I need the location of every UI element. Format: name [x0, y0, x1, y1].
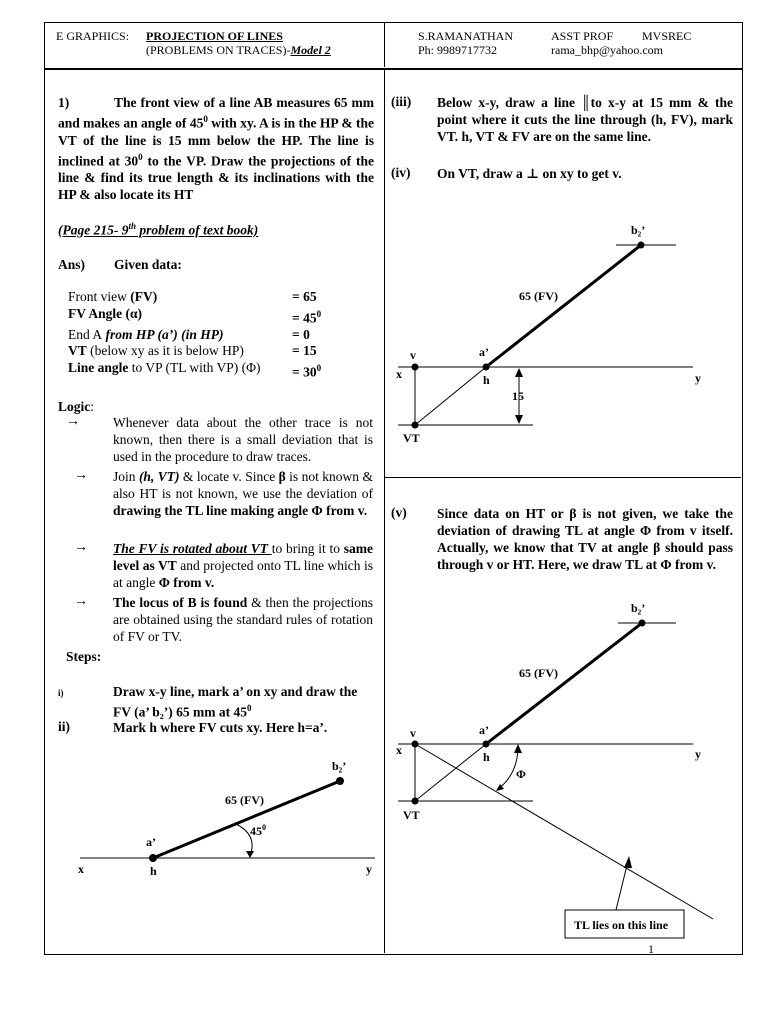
step-i-text: [113, 683, 375, 721]
header-subtitle-model: Model 2: [290, 43, 331, 57]
h-point: [483, 364, 490, 371]
note-pointer-arrowhead: [624, 856, 632, 868]
logic-item-3: The FV is rotated about VT to bring it to same level as VT and projected onto TL line which is at angle Φ from v.: [113, 541, 374, 590]
vt-point: [412, 422, 419, 429]
logic-heading-text: Logic: [58, 399, 91, 414]
gd-label-b: (FV): [130, 289, 158, 304]
reference-a: (Page 215- 9: [58, 222, 129, 238]
step-i-tag: i): [58, 688, 64, 698]
label-b2-prime: b₂’: [631, 601, 646, 615]
reference-sup: th: [128, 221, 136, 231]
gd-value: = 30: [292, 364, 317, 379]
dim-arrow-up: [515, 368, 523, 377]
logic-arrow-icon: →: [74, 540, 88, 555]
v-point: [412, 364, 419, 371]
gd-value: = 15: [292, 343, 317, 358]
label-fv: 65 (FV): [519, 666, 558, 680]
label-fv: 65 (FV): [225, 793, 264, 807]
header-subtitle: [146, 43, 331, 57]
step-ii-tag: ii): [58, 719, 70, 734]
problem-text-3: to the VP. Draw the projections of the line & find its true length & its inclinations with the HP & also locate its HT: [58, 153, 374, 202]
answer-label: Ans): [58, 257, 86, 272]
logic-item-2: Join (h, VT) & locate v. Since β is not known & also HT is not known, we use the deviation of drawing the TL line making angle Φ from v.: [113, 469, 373, 518]
b2-point: [638, 242, 645, 249]
logic-arrow-icon: →: [66, 414, 80, 429]
label-vt: VT: [403, 808, 420, 822]
logic-item-1: Whenever data about the other trace is not known, then there is a small deviation that is used in the procedure to draw traces.: [113, 415, 373, 464]
label-v: v: [410, 726, 416, 740]
fv-diagram: [70, 755, 380, 885]
vt-diagram: [388, 220, 738, 445]
step-i-body: Draw x-y line, mark a’ on xy and draw the FV (a’ b₂’) 65 mm at 45: [113, 684, 358, 720]
b2-point: [639, 620, 646, 627]
problem-sup-2: 0: [138, 151, 143, 162]
step-iv-text: On VT, draw a ⊥ on xy to get v.: [437, 166, 622, 181]
problem-reference: [58, 218, 258, 239]
logic-arrow-icon: →: [74, 468, 88, 483]
problem-text-2: with xy. A is in the HP & the VT of the line is 15 mm below the HP. The line is inclined at 30: [58, 115, 374, 168]
vt-point: [412, 798, 419, 805]
steps-heading: Steps:: [66, 649, 102, 664]
note-text: TL lies on this line: [574, 918, 669, 932]
given-row-phi: [68, 360, 321, 381]
right-horizontal-divider: [384, 477, 741, 478]
step-i-sup: 0: [247, 703, 252, 713]
label-y: y: [695, 371, 701, 385]
label-a-prime: a’: [479, 345, 489, 359]
gd-label: End A: [68, 326, 103, 342]
gd-label: Front view: [68, 289, 131, 304]
h-vt-line: [415, 367, 486, 425]
gd-label: VT: [68, 343, 87, 358]
header-subtitle-main: (PROBLEMS ON TRACES)-: [146, 43, 291, 57]
body-vertical-divider: [384, 69, 385, 953]
label-fv: 65 (FV): [519, 289, 558, 303]
header-institute: MVSREC: [642, 29, 692, 43]
step-iv-tag: (iv): [391, 165, 411, 180]
step-v-text: Since data on HT or β is not given, we take the deviation of drawing TL at angle Φ from v itself. Actually, we know that TV at angle β should pass through v or HT. Here, we draw TL at Φ from v.: [437, 506, 733, 572]
v-point: [412, 741, 419, 748]
note-pointer: [616, 861, 628, 910]
label-vt: VT: [403, 431, 420, 445]
dim-arrow-down: [515, 415, 523, 424]
logic-arrow-icon: →: [74, 594, 88, 609]
gd-sup: 0: [316, 308, 322, 319]
header-email: rama_bhp@yahoo.com: [551, 43, 664, 57]
phi-arrow-up: [514, 744, 522, 753]
given-row-a: [68, 327, 321, 344]
step-iii-text: Below x-y, draw a line ║to x-y at 15 mm & the point where it cuts the line through (h, FV), mark VT. h, VT & FV are on the same line.: [437, 95, 733, 144]
gd-value: = 0: [292, 326, 310, 342]
label-h: h: [483, 750, 490, 764]
header-subject: E GRAPHICS:: [56, 29, 130, 43]
given-row-vt: [68, 343, 321, 360]
a-point: [149, 854, 157, 862]
given-row-angle: [68, 306, 321, 327]
label-h: h: [483, 373, 490, 387]
answer-heading: Given data:: [114, 257, 182, 272]
angle-value: 45: [250, 824, 262, 838]
header-title: PROJECTION OF LINES: [146, 29, 283, 43]
label-a-prime: a’: [146, 835, 156, 849]
gd-label-b: to VP (TL with VP) (Φ): [128, 359, 261, 375]
header-author: S.RAMANATHAN: [418, 29, 514, 43]
page-number: 1: [648, 942, 654, 956]
label-v: v: [410, 348, 416, 362]
logic-colon: :: [90, 399, 95, 414]
header-designation: ASST PROF: [551, 29, 614, 43]
given-row-fv: [68, 289, 321, 306]
label-x: x: [396, 367, 402, 381]
label-b2-prime: b₂’: [631, 223, 646, 237]
header-phone: Ph: 9989717732: [418, 43, 498, 57]
logic-item-4: The locus of B is found & then the projections are obtained using the standard rules of rotation of FV or TV.: [113, 595, 373, 644]
tl-diagram: [388, 598, 738, 943]
angle-arrowhead: [246, 851, 254, 858]
h-point: [483, 741, 490, 748]
label-angle: [250, 823, 266, 838]
problem-statement: [58, 94, 374, 203]
problem-number: 1): [58, 95, 70, 110]
label-y: y: [695, 747, 701, 761]
gd-label: Line angle: [68, 359, 129, 375]
header-divider: [384, 22, 385, 67]
gd-label: FV Angle: [68, 305, 126, 321]
gd-label-b: (α): [125, 305, 143, 321]
fv-line: [486, 623, 642, 744]
step-ii-text: Mark h where FV cuts xy. Here h=a’.: [113, 720, 328, 735]
gd-value: = 45: [292, 310, 317, 325]
label-b2-prime: b₂’: [332, 759, 347, 773]
label-dim-15: 15: [512, 389, 524, 403]
gd-value: = 65: [292, 289, 317, 304]
label-x: x: [396, 743, 402, 757]
b2-point: [336, 777, 344, 785]
problem-text-1: The front view of a line AB measures 65 mm and makes an angle of 45: [58, 95, 374, 131]
label-phi: Φ: [516, 767, 526, 781]
label-h: h: [150, 864, 157, 878]
problem-sup-1: 0: [203, 114, 208, 124]
gd-sup: 0: [316, 362, 322, 373]
given-data-table: [68, 289, 321, 381]
step-iii-tag: (iii): [391, 94, 412, 109]
fv-line: [486, 245, 641, 367]
h-vt-line: [415, 744, 486, 801]
gd-label-b: from HP (a’) (in HP): [102, 326, 224, 342]
reference-b: problem of text book): [136, 222, 259, 238]
gd-label-b: (below xy as it is below HP): [86, 343, 244, 358]
tl-line: [415, 744, 713, 919]
label-x: x: [78, 862, 84, 876]
step-v-tag: (v): [391, 505, 407, 520]
angle-sup: 0: [262, 823, 266, 832]
label-y: y: [366, 862, 372, 876]
label-a-prime: a’: [479, 723, 489, 737]
logic-heading: [58, 398, 94, 415]
